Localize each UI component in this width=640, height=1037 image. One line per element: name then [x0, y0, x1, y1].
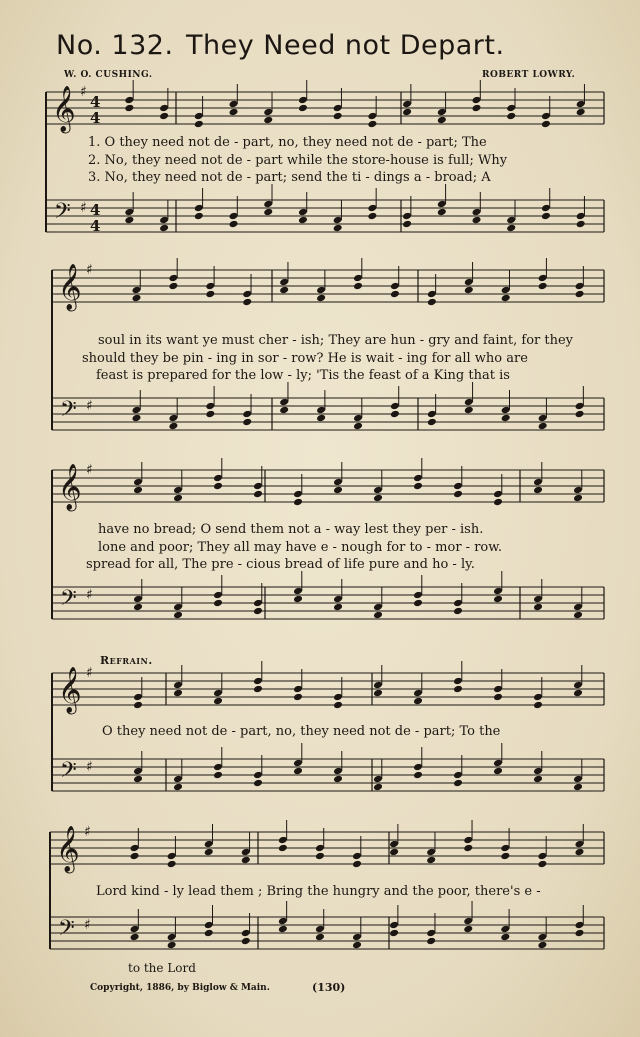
note-head: [538, 282, 548, 291]
note-head: [353, 282, 363, 291]
note-head: [464, 406, 474, 415]
lyric-line: Lord kind - ly lead them ; Bring the hungry and the poor, there's e -: [96, 884, 541, 899]
note-head: [130, 933, 140, 942]
note-head: [279, 406, 289, 415]
time-signature: 4: [90, 201, 101, 219]
note-head: [315, 933, 325, 942]
sharp-sign: ♯: [86, 587, 93, 603]
lyric-line: feast is prepared for the low - ly; 'Tis the feast of a King that is: [96, 368, 510, 383]
note-head: [501, 414, 511, 423]
note-head: [541, 120, 551, 129]
note-head: [278, 925, 288, 934]
note-head: [130, 852, 140, 861]
note-head: [413, 697, 423, 706]
note-head: [576, 108, 586, 117]
lyric-line: 2. No, they need not de - part while the store-house is full; Why: [88, 153, 508, 168]
note-head: [574, 848, 584, 857]
bass-lyric: to the Lord: [128, 961, 196, 975]
refrain-label: Refrain.: [100, 654, 153, 667]
note-head: [437, 116, 447, 125]
note-head: [124, 216, 134, 225]
note-head: [173, 611, 183, 620]
note-head: [253, 607, 263, 616]
note-head: [298, 216, 308, 225]
note-head: [472, 104, 482, 113]
lyric-line: soul in its want ye must cher - ish; They are hun - gry and faint, for they: [98, 333, 574, 348]
note-head: [213, 697, 223, 706]
note-head: [133, 701, 143, 710]
note-head: [353, 422, 363, 431]
note-head: [204, 848, 214, 857]
note-head: [194, 120, 204, 129]
note-head: [413, 771, 423, 780]
treble-clef: 𝄞: [58, 667, 82, 713]
note-head: [133, 486, 143, 495]
note-head: [333, 112, 343, 121]
lyric-line: spread for all, The pre - cious bread of life pure and ho - ly.: [86, 557, 475, 572]
note-head: [263, 116, 273, 125]
note-head: [390, 410, 400, 419]
lyric-line: should they be pin - ing in sor - row? He is wait - ing for all who are: [82, 351, 528, 366]
note-head: [241, 937, 251, 946]
hymn-number: No. 132.: [56, 30, 174, 61]
copyright: Copyright, 1886, by Biglow & Main.: [90, 983, 270, 993]
bass-clef: 𝄢: [60, 586, 77, 616]
note-head: [241, 856, 251, 865]
note-head: [413, 599, 423, 608]
lyric-line: 3. No, they need not de - part; send the ti - dings a - broad; A: [88, 170, 491, 185]
note-head: [402, 108, 412, 117]
treble-clef: 𝄞: [58, 464, 82, 510]
note-head: [253, 779, 263, 788]
note-head: [293, 498, 303, 507]
treble-clef: 𝄞: [52, 86, 76, 132]
note-head: [352, 941, 362, 950]
note-head: [367, 120, 377, 129]
sharp-sign: ♯: [86, 398, 93, 414]
note-head: [573, 494, 583, 503]
sharp-sign: ♯: [86, 665, 93, 681]
sharp-sign: ♯: [80, 84, 87, 100]
lyric-line: O they need not de - part, no, they need not de - part; To the: [102, 724, 501, 739]
lyric-line: lone and poor; They all may have e - nough for to - mor - row.: [98, 540, 502, 555]
note-head: [293, 595, 303, 604]
note-head: [167, 941, 177, 950]
sharp-sign: ♯: [86, 262, 93, 278]
note-head: [575, 290, 585, 299]
note-head: [298, 104, 308, 113]
note-head: [333, 603, 343, 612]
note-head: [537, 941, 547, 950]
note-head: [463, 844, 473, 853]
note-head: [213, 599, 223, 608]
note-head: [573, 611, 583, 620]
note-head: [204, 929, 214, 938]
note-head: [316, 294, 326, 303]
lyric-line: 1. O they need not de - part, no, they need not de - part; The: [88, 135, 487, 150]
note-head: [124, 104, 134, 113]
note-head: [427, 298, 437, 307]
lyric-line: have no bread; O send them not a - way lest they per - ish.: [98, 522, 484, 537]
note-head: [131, 294, 141, 303]
page-number: (130): [312, 981, 346, 994]
note-head: [453, 607, 463, 616]
note-head: [538, 422, 548, 431]
note-head: [213, 482, 223, 491]
note-head: [389, 848, 399, 857]
sharp-sign: ♯: [84, 824, 91, 840]
note-head: [333, 701, 343, 710]
note-head: [242, 418, 252, 427]
note-head: [278, 844, 288, 853]
note-head: [501, 294, 511, 303]
note-head: [537, 860, 547, 869]
note-head: [506, 112, 516, 121]
note-head: [159, 112, 169, 121]
note-head: [373, 611, 383, 620]
note-head: [373, 689, 383, 698]
note-head: [453, 685, 463, 694]
note-head: [159, 224, 169, 233]
note-head: [533, 486, 543, 495]
note-head: [173, 689, 183, 698]
note-head: [352, 860, 362, 869]
note-head: [315, 852, 325, 861]
note-head: [541, 212, 551, 221]
note-head: [133, 603, 143, 612]
note-head: [293, 767, 303, 776]
note-head: [173, 783, 183, 792]
note-head: [533, 701, 543, 710]
words-credit: W. O. CUSHING.: [64, 70, 153, 80]
note-head: [463, 925, 473, 934]
note-head: [194, 212, 204, 221]
note-head: [500, 852, 510, 861]
note-head: [293, 693, 303, 702]
note-head: [402, 220, 412, 229]
note-head: [333, 224, 343, 233]
note-head: [453, 490, 463, 499]
note-head: [373, 783, 383, 792]
note-head: [205, 410, 215, 419]
treble-clef: 𝄞: [58, 264, 82, 310]
bass-clef: 𝄢: [60, 397, 77, 427]
note-head: [373, 494, 383, 503]
note-head: [574, 929, 584, 938]
note-head: [229, 220, 239, 229]
note-head: [242, 298, 252, 307]
note-head: [389, 929, 399, 938]
music-credit: ROBERT LOWRY.: [482, 70, 576, 80]
note-head: [573, 689, 583, 698]
note-head: [506, 224, 516, 233]
note-head: [168, 282, 178, 291]
note-head: [437, 208, 447, 217]
note-head: [229, 108, 239, 117]
note-head: [205, 290, 215, 299]
note-head: [533, 603, 543, 612]
note-head: [453, 779, 463, 788]
time-signature: 4: [90, 109, 101, 127]
note-head: [427, 418, 437, 427]
note-head: [426, 937, 436, 946]
note-head: [131, 414, 141, 423]
sharp-sign: ♯: [84, 917, 91, 933]
note-head: [533, 775, 543, 784]
note-head: [573, 783, 583, 792]
note-head: [173, 494, 183, 503]
note-head: [168, 422, 178, 431]
note-head: [426, 856, 436, 865]
note-head: [213, 771, 223, 780]
note-head: [493, 767, 503, 776]
note-head: [253, 685, 263, 694]
note-head: [390, 290, 400, 299]
sharp-sign: ♯: [86, 759, 93, 775]
note-head: [316, 414, 326, 423]
note-head: [576, 220, 586, 229]
note-head: [472, 216, 482, 225]
note-head: [333, 486, 343, 495]
note-head: [493, 693, 503, 702]
note-head: [367, 212, 377, 221]
note-head: [500, 933, 510, 942]
time-signature: 4: [90, 217, 101, 235]
note-head: [464, 286, 474, 295]
note-head: [413, 482, 423, 491]
note-head: [279, 286, 289, 295]
sharp-sign: ♯: [80, 200, 87, 216]
bass-clef: 𝄢: [54, 199, 71, 229]
note-head: [493, 498, 503, 507]
note-head: [167, 860, 177, 869]
treble-clef: 𝄞: [56, 826, 80, 872]
note-head: [133, 775, 143, 784]
bass-clef: 𝄢: [58, 916, 75, 946]
note-head: [253, 490, 263, 499]
note-head: [493, 595, 503, 604]
bass-clef: 𝄢: [60, 758, 77, 788]
note-head: [333, 775, 343, 784]
note-head: [263, 208, 273, 217]
time-signature: 4: [90, 93, 101, 111]
sharp-sign: ♯: [86, 462, 93, 478]
hymn-title: They Need not Depart.: [186, 30, 505, 61]
note-head: [575, 410, 585, 419]
